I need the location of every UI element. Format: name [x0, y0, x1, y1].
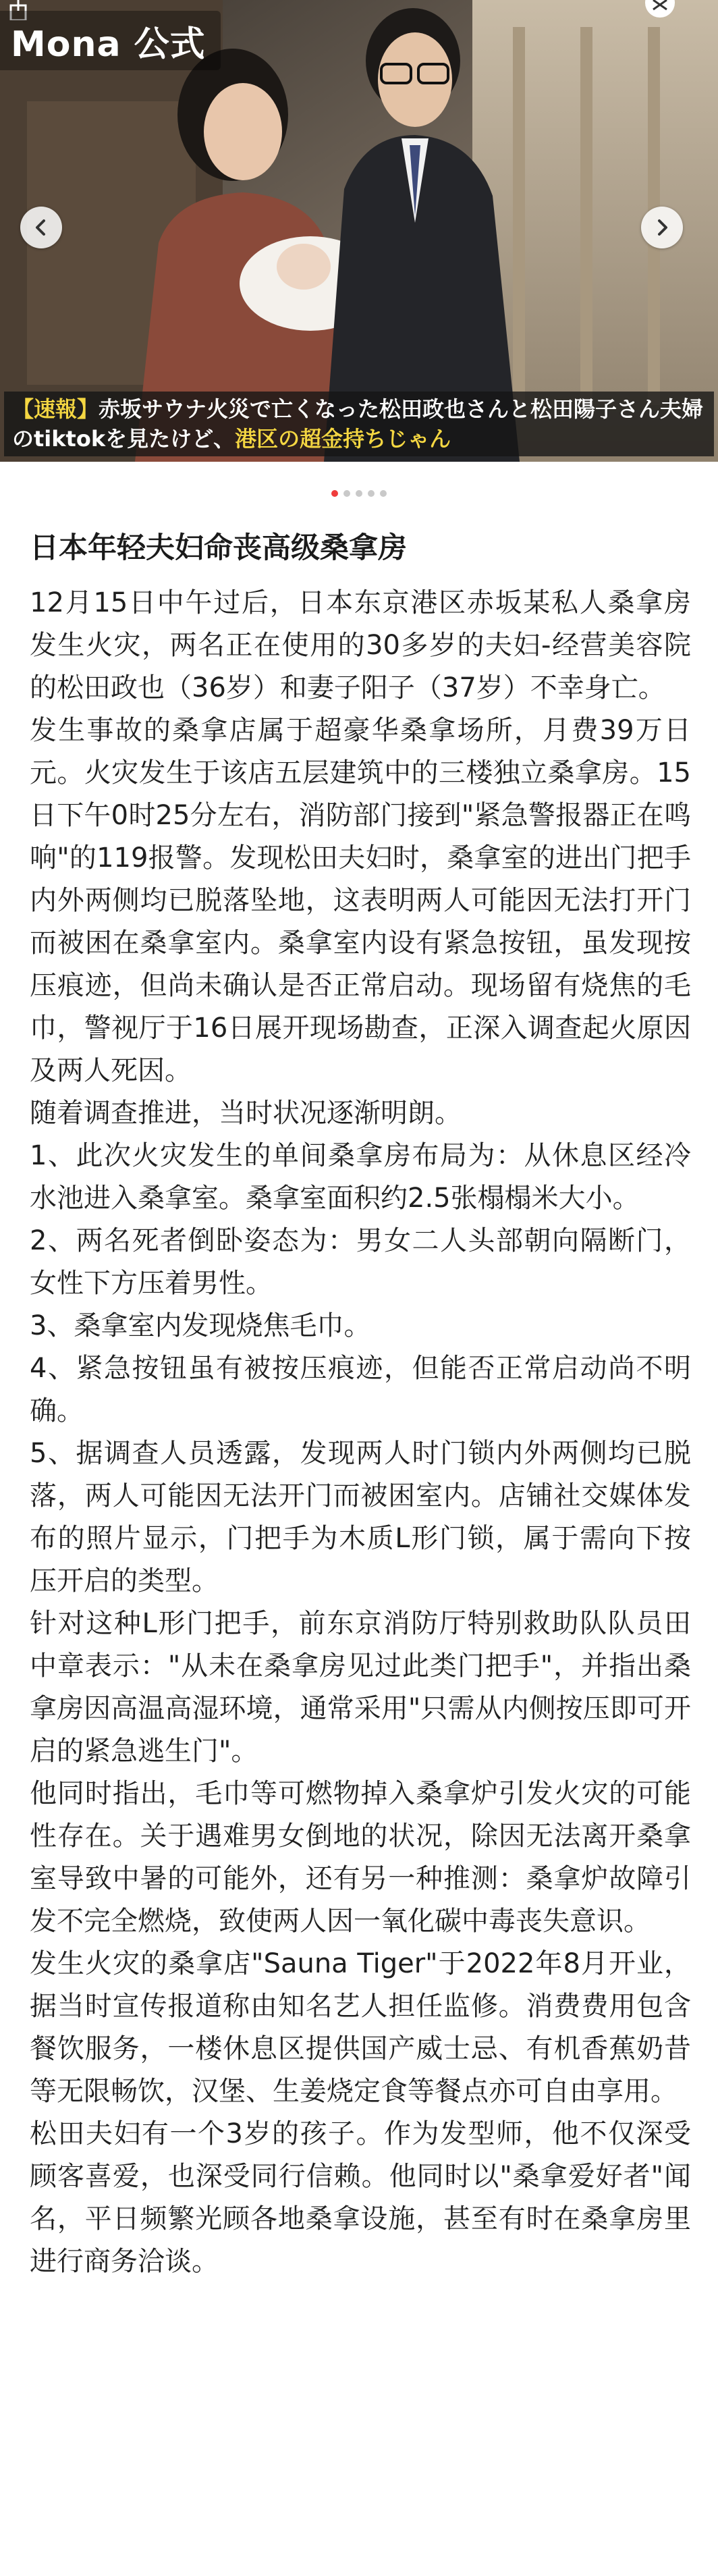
caption-prefix: 【速報】: [12, 396, 99, 422]
prev-slide-button[interactable]: [20, 207, 62, 248]
carousel-pagination: [0, 490, 718, 497]
watermark-badge: Mona 公式: [0, 11, 221, 70]
image-carousel[interactable]: [0, 0, 718, 462]
chevron-right-icon: [653, 219, 671, 236]
photo-caption: [4, 392, 714, 456]
pagination-dot-3[interactable]: [356, 490, 362, 497]
pagination-dot-2[interactable]: [343, 490, 350, 497]
close-icon[interactable]: [642, 0, 678, 20]
pagination-dot-1[interactable]: [331, 490, 338, 497]
article-paragraph: 1、此次火灾发生的单间桑拿房布局为：从休息区经冷水池进入桑拿室。桑拿室面积约2.5张榻榻米大小。: [30, 1140, 691, 1214]
article-paragraph: 随着调查推进，当时状况逐渐明朗。: [30, 1098, 462, 1129]
caption-body: 赤坂サウナ火災で亡くなった松田政也さんと松田陽子さん夫婦のtiktokを見たけど、: [12, 396, 704, 452]
article-paragraph: 2、两名死者倒卧姿态为：男女二人头部朝向隔断门，女性下方压着男性。: [30, 1225, 691, 1299]
next-slide-button[interactable]: [641, 207, 683, 248]
chevron-left-icon: [32, 219, 50, 236]
article-paragraph: 5、据调查人员透露，发现两人时门锁内外两侧均已脱落，两人可能因无法开门而被困室内。店铺社交媒体发布的照片显示，门把手为木质L形门锁，属于需向下按压开启的类型。: [30, 1438, 691, 1596]
caption-highlight: 港区の超金持ちじゃん: [235, 426, 451, 452]
article-paragraph: 12月15日中午过后，日本东京港区赤坂某私人桑拿房发生火灾，两名正在使用的30多岁的夫妇-经营美容院的松田政也（36岁）和妻子阳子（37岁）不幸身亡。: [30, 587, 691, 703]
pagination-dot-5[interactable]: [380, 490, 387, 497]
article-paragraph: 松田夫妇有一个3岁的孩子。作为发型师，他不仅深受顾客喜爱，也深受同行信赖。他同时以"桑拿爱好者"闻名，平日频繁光顾各地桑拿设施，甚至有时在桑拿房里进行商务洽谈。: [30, 2118, 691, 2277]
article-paragraph: 他同时指出，毛巾等可燃物掉入桑拿炉引发火灾的可能性存在。关于遇难男女倒地的状况，除因无法离开桑拿室导致中暑的可能外，还有另一种推测：桑拿炉故障引发不完全燃烧，致使两人因一氧化碳中毒丧失意识。: [30, 1778, 691, 1937]
article-paragraph: 3、桑拿室内发现烧焦毛巾。: [30, 1310, 371, 1341]
article-paragraph: 发生火灾的桑拿店"Sauna Tiger"于2022年8月开业，据当时宣传报道称由知名艺人担任监修。消费费用包含餐饮服务，一楼休息区提供国产威士忌、有机香蕉奶昔等无限畅饮，汉堡、生姜烧定食等餐点亦可自由享用。: [30, 1948, 691, 2107]
article-paragraph: 发生事故的桑拿店属于超豪华桑拿场所，月费39万日元。火灾发生于该店五层建筑中的三楼独立桑拿房。15日下午0时25分左右，消防部门接到"紧急警报器正在鸣响"的119报警。发现松田夫妇时，桑拿室的进出门把手内外两侧均已脱落坠地，这表明两人可能因无法打开门而被困在桑拿室内。桑拿室内设有紧急按钮，虽发现按压痕迹，但尚未确认是否正常启动。现场留有烧焦的毛巾，警视厅于16日展开现场勘查，正深入调查起火原因及两人死因。: [30, 715, 691, 1086]
pagination-dot-4[interactable]: [368, 490, 375, 497]
article-paragraph: 4、紧急按钮虽有被按压痕迹，但能否正常启动尚不明确。: [30, 1353, 691, 1426]
article-title: 日本年轻夫妇命丧高级桑拿房: [30, 531, 407, 565]
article-paragraph: 针对这种L形门把手，前东京消防厅特别救助队队员田中章表示："从未在桑拿房见过此类门把手"，并指出桑拿房因高温高湿环境，通常采用"只需从内侧按压即可开启的紧急逃生门"。: [30, 1608, 691, 1767]
article-body: [30, 527, 691, 2283]
